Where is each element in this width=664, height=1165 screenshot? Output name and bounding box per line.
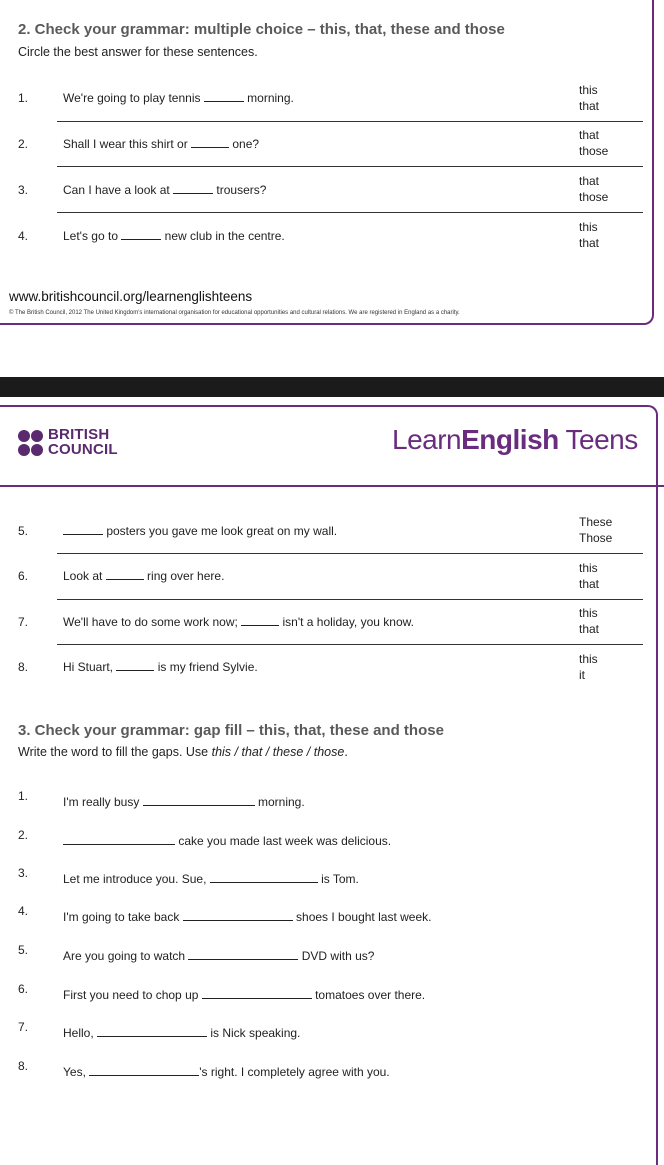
option[interactable]: that — [579, 622, 600, 636]
section3-instruction — [18, 745, 348, 759]
option[interactable]: that — [579, 174, 600, 188]
gap-number: 4. — [18, 904, 29, 918]
divider — [57, 212, 643, 213]
divider — [57, 644, 643, 645]
footer-url[interactable]: www.britishcouncil.org/learnenglishteens — [9, 289, 253, 304]
sentence-after: morning. — [254, 795, 305, 809]
section2-instruction: Circle the best answer for these sentences. — [18, 45, 258, 59]
gap-sentence — [63, 1065, 390, 1079]
sentence-after: ring over here. — [143, 569, 225, 583]
logo-dot — [31, 430, 43, 442]
footer-copyright: © The British Council, 2012 The United Kingdom's international organisation for educational opportunities and cultural relations. We are registered in England as a charity. — [9, 310, 460, 316]
answer-blank[interactable] — [106, 569, 144, 580]
brand-learn: Learn — [392, 424, 462, 455]
gap-number: 3. — [18, 866, 29, 880]
question-sentence — [63, 91, 294, 105]
answer-blank[interactable] — [241, 615, 279, 626]
sentence-before: Shall I wear this shirt or — [63, 137, 192, 151]
sentence-after: tomatoes over there. — [311, 988, 426, 1002]
answer-blank[interactable] — [202, 988, 312, 999]
gap-sentence — [63, 1026, 300, 1040]
answer-blank[interactable] — [63, 834, 175, 845]
sentence-after: trousers? — [213, 183, 267, 197]
option[interactable]: that — [579, 577, 600, 591]
sentence-before: Can I have a look at — [63, 183, 174, 197]
option[interactable]: this — [579, 220, 598, 234]
logo-dot — [18, 430, 30, 442]
gap-number: 6. — [18, 982, 29, 996]
question-number: 4. — [18, 229, 29, 243]
question-sentence — [63, 660, 258, 674]
gap-sentence — [63, 872, 359, 886]
brand-english: English — [461, 424, 559, 455]
divider — [57, 599, 643, 600]
sentence-after: is my friend Sylvie. — [154, 660, 258, 674]
sentence-before: Let me introduce you. Sue, — [63, 872, 210, 886]
sentence-before: Hello, — [63, 1026, 98, 1040]
answer-blank[interactable] — [121, 229, 161, 240]
instruction-end: . — [344, 745, 348, 759]
sentence-before: Look at — [63, 569, 106, 583]
sentence-after: isn't a holiday, you know. — [279, 615, 414, 629]
answer-options — [579, 560, 599, 592]
answer-options — [579, 651, 598, 683]
section2-title: 2. Check your grammar: multiple choice – this, that, these and those — [18, 21, 505, 38]
gap-number: 8. — [18, 1059, 29, 1073]
divider — [57, 166, 643, 167]
question-sentence — [63, 229, 285, 243]
question-number: 5. — [18, 524, 29, 538]
sentence-before: We'll have to do some work now; — [63, 615, 242, 629]
answer-blank[interactable] — [143, 795, 255, 806]
page2-frame — [0, 405, 658, 1165]
option[interactable]: this — [579, 606, 598, 620]
gap-sentence — [63, 949, 374, 963]
page-separator — [0, 377, 664, 397]
answer-blank[interactable] — [116, 660, 154, 671]
gap-number: 5. — [18, 943, 29, 957]
sentence-after: cake you made last week was delicious. — [175, 834, 392, 848]
sentence-before: Let's go to — [63, 229, 122, 243]
sentence-before: First you need to chop up — [63, 988, 202, 1002]
sentence-before: I'm really busy — [63, 795, 143, 809]
option[interactable]: These — [579, 515, 613, 529]
gap-sentence — [63, 795, 305, 809]
sentence-after: new club in the centre. — [161, 229, 285, 243]
answer-options — [579, 605, 599, 637]
answer-options — [579, 127, 608, 159]
sentence-after: posters you gave me look great on my wall. — [103, 524, 338, 538]
option[interactable]: Those — [579, 531, 613, 545]
logo-dot — [18, 444, 30, 456]
option[interactable]: it — [579, 668, 585, 682]
question-sentence — [63, 615, 414, 629]
gap-sentence — [63, 988, 425, 1002]
sentence-before: We're going to play tennis — [63, 91, 204, 105]
answer-blank[interactable] — [183, 910, 293, 921]
sentence-after: 's right. I completely agree with you. — [199, 1065, 390, 1079]
answer-options — [579, 173, 608, 205]
sentence-before: Are you going to watch — [63, 949, 189, 963]
answer-blank[interactable] — [191, 137, 229, 148]
sentence-before: Hi Stuart, — [63, 660, 117, 674]
gap-sentence — [63, 834, 391, 848]
answer-blank[interactable] — [173, 183, 213, 194]
logo-line2: COUNCIL — [48, 441, 118, 458]
question-sentence — [63, 569, 224, 583]
answer-blank[interactable] — [63, 524, 103, 535]
brand-teens: Teens — [558, 424, 638, 455]
sentence-after: shoes I bought last week. — [292, 910, 432, 924]
header-divider — [0, 485, 664, 487]
answer-options — [579, 514, 612, 546]
gap-number: 7. — [18, 1020, 29, 1034]
option[interactable]: that — [579, 99, 600, 113]
divider — [57, 121, 643, 122]
question-number: 1. — [18, 91, 29, 105]
gap-number: 2. — [18, 828, 29, 842]
divider — [57, 553, 643, 554]
option[interactable]: this — [579, 561, 598, 575]
learnenglish-teens-brand — [392, 424, 638, 456]
gap-sentence — [63, 910, 431, 924]
option[interactable]: that — [579, 128, 600, 142]
section3-title: 3. Check your grammar: gap fill – this, that, these and those — [18, 722, 444, 739]
question-number: 7. — [18, 615, 29, 629]
sentence-before: I'm going to take back — [63, 910, 183, 924]
answer-blank[interactable] — [97, 1026, 207, 1037]
option[interactable]: this — [579, 652, 598, 666]
logo-dot — [31, 444, 43, 456]
option[interactable]: those — [579, 144, 609, 158]
answer-options — [579, 219, 599, 251]
sentence-after: morning. — [243, 91, 294, 105]
option[interactable]: those — [579, 190, 609, 204]
question-sentence — [63, 524, 337, 538]
sentence-after: is Nick speaking. — [207, 1026, 301, 1040]
logo-line1: BRITISH — [48, 426, 110, 443]
instruction-text: Write the word to fill the gaps. Use — [18, 745, 212, 759]
question-sentence — [63, 183, 266, 197]
option[interactable]: that — [579, 236, 600, 250]
question-number: 8. — [18, 660, 29, 674]
option[interactable]: this — [579, 83, 598, 97]
sentence-after: one? — [229, 137, 260, 151]
sentence-after: is Tom. — [317, 872, 359, 886]
question-sentence — [63, 137, 259, 151]
instruction-words: this / that / these / those — [211, 745, 345, 759]
question-number: 3. — [18, 183, 29, 197]
answer-blank[interactable] — [89, 1065, 199, 1076]
sentence-after: DVD with us? — [298, 949, 375, 963]
answer-options — [579, 82, 599, 114]
answer-blank[interactable] — [210, 872, 318, 883]
gap-number: 1. — [18, 789, 29, 803]
answer-blank[interactable] — [204, 91, 244, 102]
sentence-before: Yes, — [63, 1065, 90, 1079]
answer-blank[interactable] — [188, 949, 298, 960]
question-number: 2. — [18, 137, 29, 151]
question-number: 6. — [18, 569, 29, 583]
